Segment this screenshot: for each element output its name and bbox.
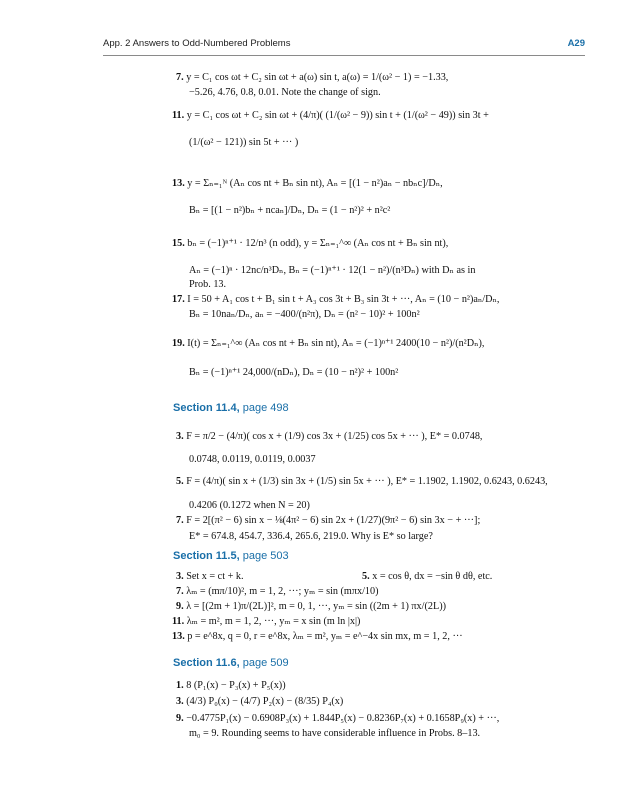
answer-7c: 7. λₘ = (mπ/10)², m = 1, 2, ···; yₘ = sin (mπx/10) bbox=[176, 586, 379, 597]
section-title: Section 11.4, bbox=[173, 402, 240, 414]
answer-3d: 3. (4/3) P₀(x) − (4/7) P₂(x) − (8/35) P₄(x) bbox=[176, 696, 344, 707]
answer-17-line-2: Bₙ = 10naₙ/Dₙ, aₙ = −400/(n²π), Dₙ = (n² − 10)² + 100n² bbox=[189, 309, 420, 320]
answer-9d-line-2: m₀ = 9. Rounding seems to have considerable influence in Probs. 8–13. bbox=[189, 728, 481, 739]
answer-15-line-3: Prob. 13. bbox=[189, 279, 227, 290]
answer-11-line-1: 11. y = C₁ cos ωt + C₂ sin ωt + (4/π)( (1/(ω² − 9)) sin t + (1/(ω² − 49)) sin 3t + bbox=[172, 110, 489, 121]
section-heading-11-4 bbox=[173, 402, 289, 414]
answer-17-line-1: 17. I = 50 + A₁ cos t + B₁ sin t + A₃ cos 3t + B₃ sin 3t + ···, Aₙ = (10 − n²)aₙ/Dₙ, bbox=[172, 294, 500, 305]
section-title: Section 11.5, bbox=[173, 550, 240, 562]
answer-3-line-1: 3. F = π/2 − (4/π)( cos x + (1/9) cos 3x + (1/25) cos 5x + ··· ), E* = 0.0748, bbox=[176, 431, 483, 442]
answer-7b-line-2: E* = 674.8, 454.7, 336.4, 265.6, 219.0. Why is E* so large? bbox=[189, 531, 433, 542]
answer-15-line-1: 15. bₙ = (−1)ⁿ⁺¹ · 12/n³ (n odd), y = Σₙ₌₁^∞ (Aₙ cos nt + Bₙ sin nt), bbox=[172, 238, 449, 249]
answer-5-line-2: 0.4206 (0.1272 when N = 20) bbox=[189, 500, 310, 511]
answer-3-line-2: 0.0748, 0.0119, 0.0119, 0.0037 bbox=[189, 454, 316, 465]
answer-13c: 13. p = e^8x, q = 0, r = e^8x, λₘ = m², yₘ = e^−4x sin mx, m = 1, 2, ··· bbox=[172, 631, 463, 642]
page-number: A29 bbox=[567, 38, 585, 49]
answer-11-line-2: (1/(ω² − 121)) sin 5t + ··· ) bbox=[189, 137, 299, 148]
section-title: Section 11.6, bbox=[173, 657, 240, 669]
section-page: page 509 bbox=[242, 657, 289, 669]
answer-19-line-1: 19. I(t) = Σₙ₌₁^∞ (Aₙ cos nt + Bₙ sin nt), Aₙ = (−1)ⁿ⁺¹ 2400(10 − n²)/(n²Dₙ), bbox=[172, 338, 485, 349]
answer-13-line-2: Bₙ = [(1 − n²)bₙ + ncaₙ]/Dₙ, Dₙ = (1 − n²)² + n²c² bbox=[189, 205, 391, 216]
header-rule bbox=[103, 55, 585, 56]
answer-11c: 11. λₘ = m², m = 1, 2, ···, yₘ = x sin (m ln |x|) bbox=[172, 616, 361, 627]
answer-3c: 3. Set x = ct + k. bbox=[176, 571, 244, 582]
section-page: page 498 bbox=[242, 402, 289, 414]
answer-5c: 5. x = cos θ, dx = −sin θ dθ, etc. bbox=[362, 571, 493, 582]
answer-15-line-2: Aₙ = (−1)ⁿ · 12nc/n³Dₙ, Bₙ = (−1)ⁿ⁺¹ · 12(1 − n²)/(n³Dₙ) with Dₙ as in bbox=[189, 265, 476, 276]
answer-7-line-2: −5.26, 4.76, 0.8, 0.01. Note the change of sign. bbox=[189, 87, 381, 98]
answer-13-line-1: 13. y = Σₙ₌₁ᴺ (Aₙ cos nt + Bₙ sin nt), Aₙ = [(1 − n²)aₙ − nbₙc]/Dₙ, bbox=[172, 178, 443, 189]
answer-9d-line-1: 9. −0.4775P₁(x) − 0.6908P₃(x) + 1.844P₅(x) − 0.8236P₇(x) + 0.1658P₉(x) + ···, bbox=[176, 713, 500, 724]
section-heading-11-6 bbox=[173, 657, 289, 669]
answer-7-line-1: 7. y = C₁ cos ωt + C₂ sin ωt + a(ω) sin t, a(ω) = 1/(ω² − 1) = −1.33, bbox=[176, 72, 449, 83]
answer-5-line-1: 5. F = (4/π)( sin x + (1/3) sin 3x + (1/5) sin 5x + ··· ), E* = 1.1902, 1.1902, 0.6243, 0.6243, bbox=[176, 476, 548, 487]
running-header: App. 2 Answers to Odd-Numbered Problems bbox=[103, 38, 291, 49]
answer-1d: 1. 8 (P₁(x) − P₃(x) + P₅(x)) bbox=[176, 680, 286, 691]
answer-19-line-2: Bₙ = (−1)ⁿ⁺¹ 24,000/(nDₙ), Dₙ = (10 − n²)² + 100n² bbox=[189, 367, 399, 378]
answer-7b-line-1: 7. F = 2[(π² − 6) sin x − ⅛(4π² − 6) sin 2x + (1/27)(9π² − 6) sin 3x − + ···]; bbox=[176, 515, 481, 526]
answer-9c: 9. λ = [(2m + 1)π/(2L)]², m = 0, 1, ···, yₘ = sin ((2m + 1) πx/(2L)) bbox=[176, 601, 446, 612]
section-heading-11-5 bbox=[173, 550, 289, 562]
section-page: page 503 bbox=[242, 550, 289, 562]
